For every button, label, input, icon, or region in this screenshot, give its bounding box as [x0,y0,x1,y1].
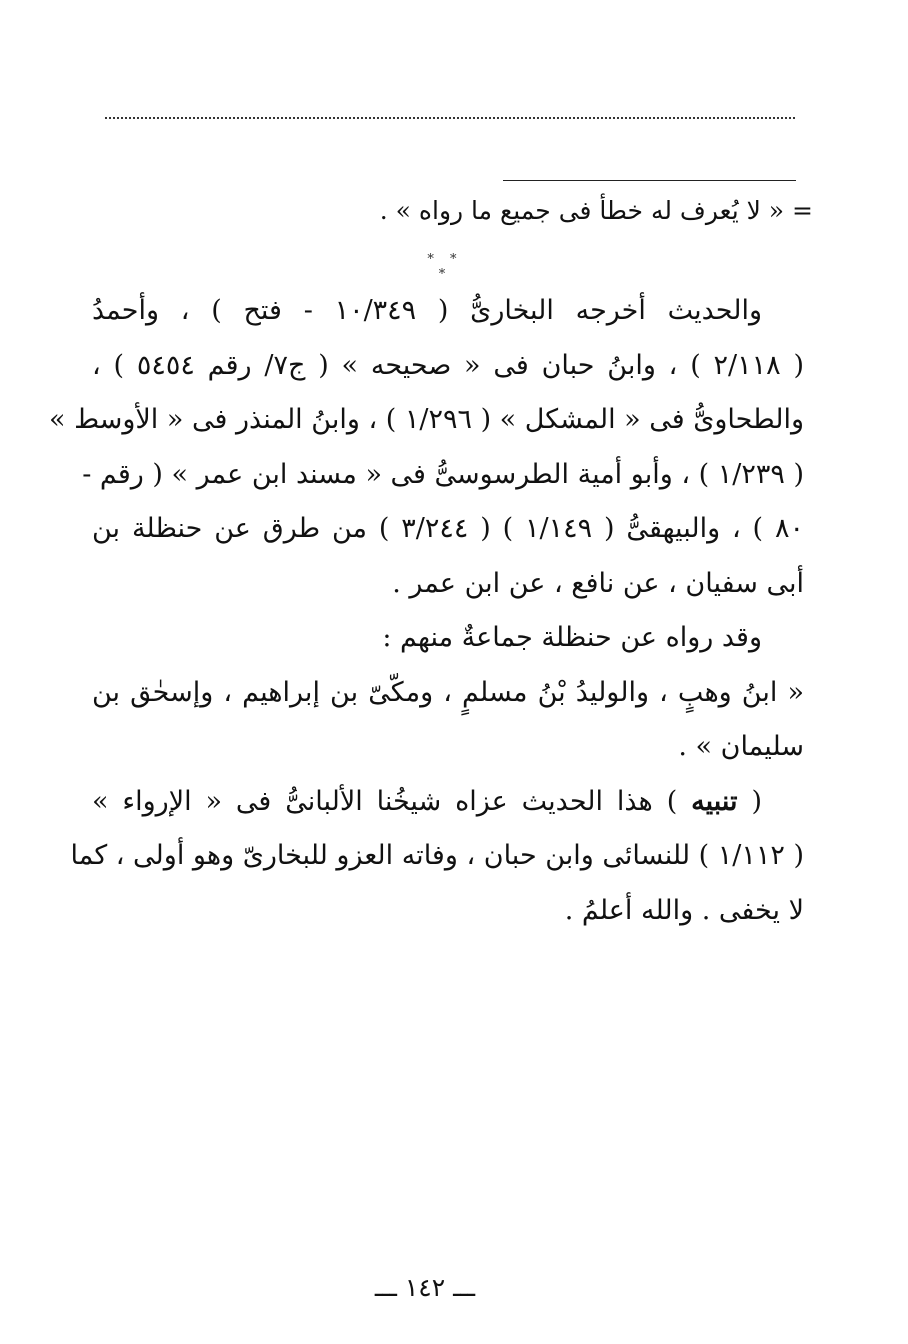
paragraph-3-line-2: سليمان » . [678,731,804,762]
paragraph-4-line-3: لا يخفى . والله أعلمُ . [564,894,804,926]
paragraph-1-line-4: ( ١/٢٣٩ ) ، وأبو أمية الطرسوسىُّ فى « مسند ابن عمر » ( رقم - [82,458,804,490]
note-label: تنبيه [691,785,738,817]
header-dotted-rule [105,117,795,119]
paragraph-4-line-2: ( ١/١١٢ ) للنسائى وابن حبان ، وفاته العزو للبخارىّ وهو أولى ، كما [70,840,804,871]
footnote-separator-rule [503,180,796,181]
note-line-1-text: ) هذا الحديث عزاه شيخُنا الألبانىُّ فى « الإرواء » [92,785,692,817]
paragraph-1-line-2: ( ٢/١١٨ ) ، وابنُ حبان فى « صحيحه » ( ج٧/ رقم ٥٤٥٤ ) ، [92,349,804,381]
note-open-paren: ( [737,785,762,817]
paragraph-4-line-1 [92,775,804,830]
footnote-continuation: = « لا يُعرف له خطأ فى جميع ما رواه » . [379,196,813,225]
main-text [49,284,804,938]
section-separator-asterisks: * * * [427,252,463,282]
paragraph-1-line-6: أبى سفيان ، عن نافع ، عن ابن عمر . [392,567,804,599]
page-number: ـــ ١٤٢ ـــ [374,1273,476,1302]
paragraph-2-line-1: وقد رواه عن حنظلة جماعةٌ منهم : [382,622,762,653]
paragraph-1-line-5: ٨٠ ) ، والبيهقىُّ ( ١/١٤٩ ) ( ٣/٢٤٤ ) من طرق عن حنظلة بن [92,513,804,544]
paragraph-1-line-3: والطحاوىُّ فى « المشكل » ( ١/٢٩٦ ) ، وابنُ المنذر فى « الأوسط » [49,404,804,435]
paragraph-3-line-1: « ابنُ وهبٍ ، والوليدُ بْنُ مسلمٍ ، ومكّىّ بن إبراهيم ، وإسحٰق بن [92,676,804,708]
paragraph-1-line-1: والحديث أخرجه البخارىُّ ( ١٠/٣٤٩ - فتح ) ، وأحمدُ [92,295,763,326]
